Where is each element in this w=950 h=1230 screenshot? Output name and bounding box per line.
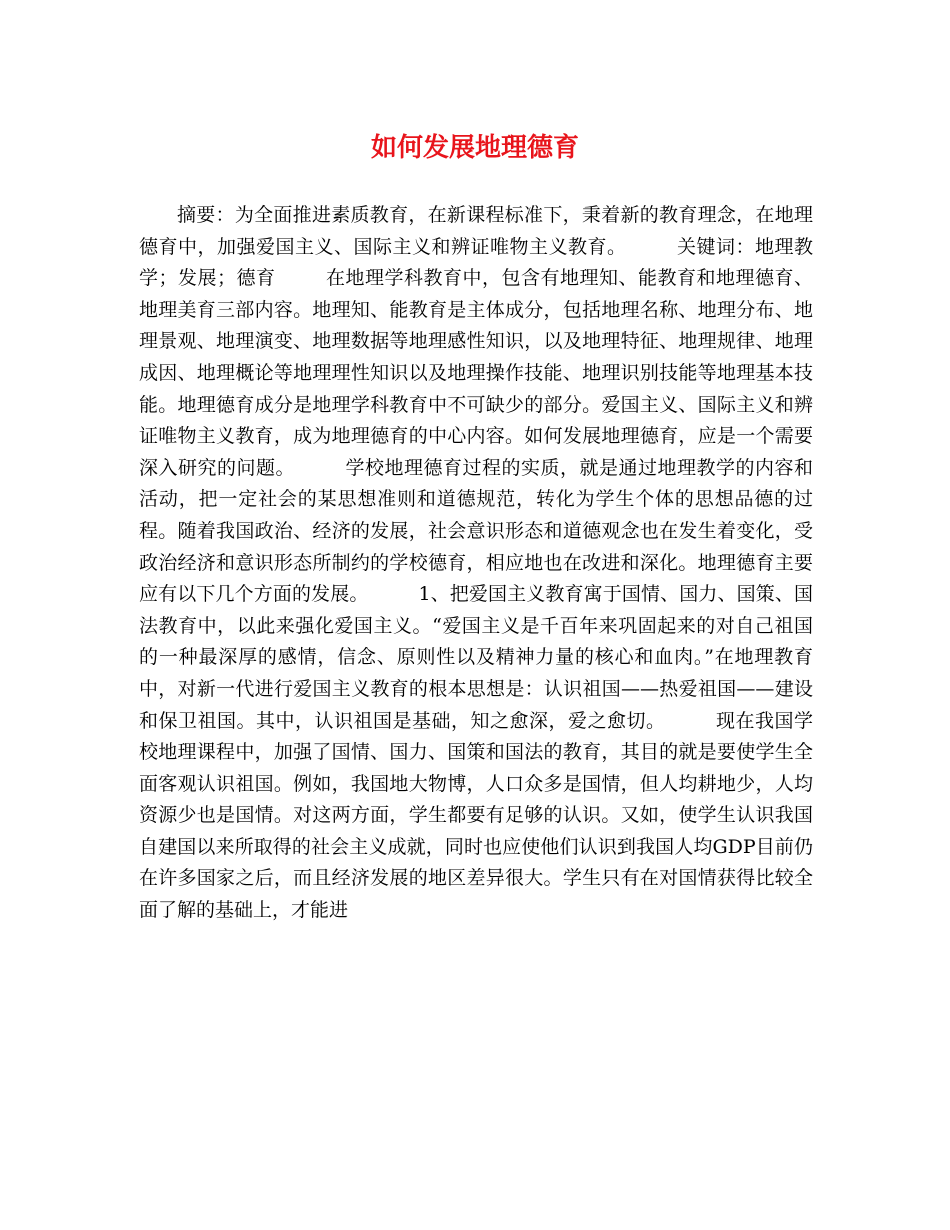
paragraph-essence: 学校地理德育过程的实质，就是通过地理教学的内容和活动，把一定社会的某思想准则和道德规范，转化为学生个体的思想品德的过程。随着我国政治、经济的发展，社会意识形态和道德观念也在发生着变化，受政治经济和意识形态所制约的学校德育，相应地也在改进和深化。地理德育主要应有以下几个方面的发展。 xyxy=(139,456,813,606)
paragraph-keywords: 关键词：地理教学；发展；德育 xyxy=(139,235,813,290)
document-title: 如何发展地理德育 xyxy=(370,133,579,163)
paragraph-abstract: 摘要：为全面推进素质教育，在新课程标准下，秉着新的教育理念，在地理德育中，加强爱国主义、国际主义和辨证唯物主义教育。 xyxy=(139,204,813,258)
paragraph-national-conditions: 现在我国学校地理课程中，加强了国情、国力、国策和国法的教育，其目的就是要使学生全面客观认识祖国。例如，我国地大物博，人口众多是国情，但人均耕地少，人均资源少也是国情。对这两方面，学生都要有足够的认识。又如，使学生认识我国自建国以来所取得的社会主义成就，同时也应使他们认识到我国人均GDP目前仍在许多国家之后，而且经济发展的地区差异很大。学生只有在对国情获得比较全面了解的基础上，才能进 xyxy=(139,709,813,922)
paragraph-intro: 在地理学科教育中，包含有地理知、能教育和地理德育、地理美育三部内容。地理知、能教育是主体成分，包括地理名称、地理分布、地理景观、地理演变、地理数据等地理感性知识，以及地理特征、地理规律、地理成因、地理概论等地理理性知识以及地理操作技能、地理识别技能等地理基本技能。地理德育成分是地理学科教育中不可缺少的部分。爱国主义、国际主义和辨证唯物主义教育，成为地理德育的中心内容。如何发展地理德育，应是一个需要深入研究的问题。 xyxy=(139,267,813,479)
paragraph-point-1: 1、把爱国主义教育寓于国情、国力、国策、国法教育中，以此来强化爱国主义。“爱国主义是千百年来巩固起来的对自己祖国的一种最深厚的感情，信念、原则性以及精神力量的核心和血肉。”在地理教育中，对新一代进行爱国主义教育的根本思想是：认识祖国——热爱祖国——建设和保卫祖国。其中，认识祖国是基础，知之愈深，爱之愈切。 xyxy=(139,583,813,732)
document-body xyxy=(139,200,813,927)
